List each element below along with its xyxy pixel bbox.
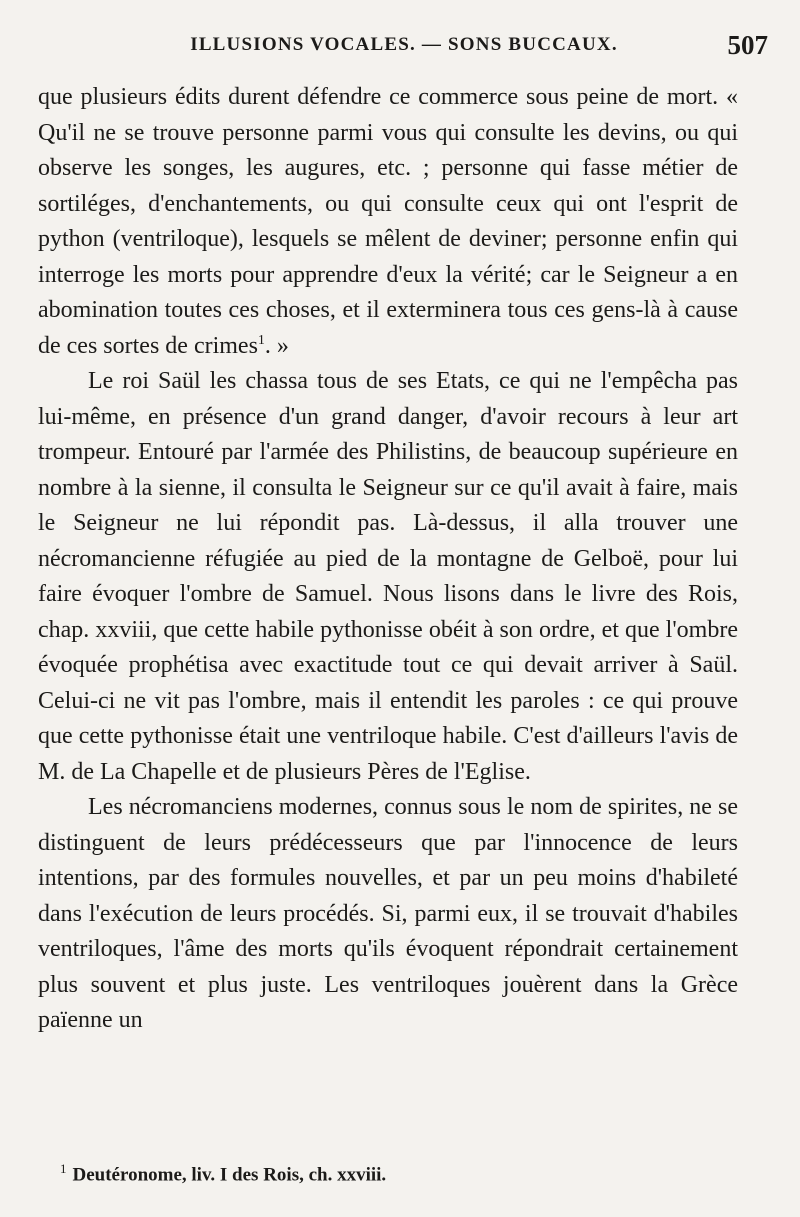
page-header bbox=[38, 30, 770, 64]
footnote-text: Deutéronome, liv. I des Rois, ch. xxviii. bbox=[72, 1164, 387, 1186]
paragraph-1 bbox=[38, 80, 738, 364]
footnote-number: 1 bbox=[60, 1161, 67, 1176]
footnote bbox=[60, 1157, 740, 1187]
page-number: 507 bbox=[727, 30, 768, 60]
footnote-marker: 1 bbox=[257, 332, 265, 348]
body-text bbox=[38, 80, 738, 1039]
paragraph-3: Les nécromanciens modernes, connus sous le nom de spirites, ne se distinguent de leurs prédécesseurs que par l'innocence de leurs intentions, par des formules nouvelles, et par un peu moins d'habileté dans l'exécution de leurs procédés. Si, parmi eux, il se trouvait d'habiles ventriloques, l'âme des morts qu'ils évoquent répondrait certainement plus souvent et plus juste. Les ventriloques jouèrent dans la Grèce païenne un bbox=[38, 794, 738, 1033]
paragraph-2: Le roi Saül les chassa tous de ses Etats, ce qui ne l'empêcha pas lui-même, en présence d'un grand danger, d'avoir recours à leur art trompeur. Entouré par l'armée des Philistins, de beaucoup supérieure en nombre à la sienne, il consulta le Seigneur sur ce qu'il avait à faire, mais le Seigneur ne lui répondit pas. Là-dessus, il alla trouver une nécromancienne réfugiée au pied de la montagne de Gelboë, pour lui faire évoquer l'ombre de Samuel. Nous lisons dans le livre des Rois, chap. xxviii, que cette habile pythonisse obéit à son ordre, et que l'ombre évoquée prophétisa avec exactitude tout ce qui devait arriver à Saül. Celui-ci ne vit pas l'ombre, mais il entendit les paroles : ce qui prouve que cette pythonisse était une ventriloque habile. C'est d'ailleurs l'avis de M. de La Chapelle et de plusieurs Pères de l'Eglise. bbox=[38, 368, 738, 785]
running-title: ILLUSIONS VOCALES. — SONS BUCCAUX. bbox=[190, 34, 618, 55]
paragraph-1-closing: . » bbox=[264, 332, 289, 359]
paragraph-1-text: que plusieurs édits durent défendre ce commerce sous peine de mort. « Qu'il ne se trouve personne parmi vous qui consulte les devins, ou qui observe les songes, les augures, etc. ; personne qui fasse métier de sortiléges, d'enchantements, ou qui consulte ceux qui ont l'esprit de python (ventriloque), lesquels se mêlent de deviner; personne enfin qui interroge les morts pour apprendre d'eux la vérité; car le Seigneur a en abomination toutes ces choses, et il exterminera tous ces gens-là à cause de ces sortes de crimes bbox=[38, 84, 738, 359]
